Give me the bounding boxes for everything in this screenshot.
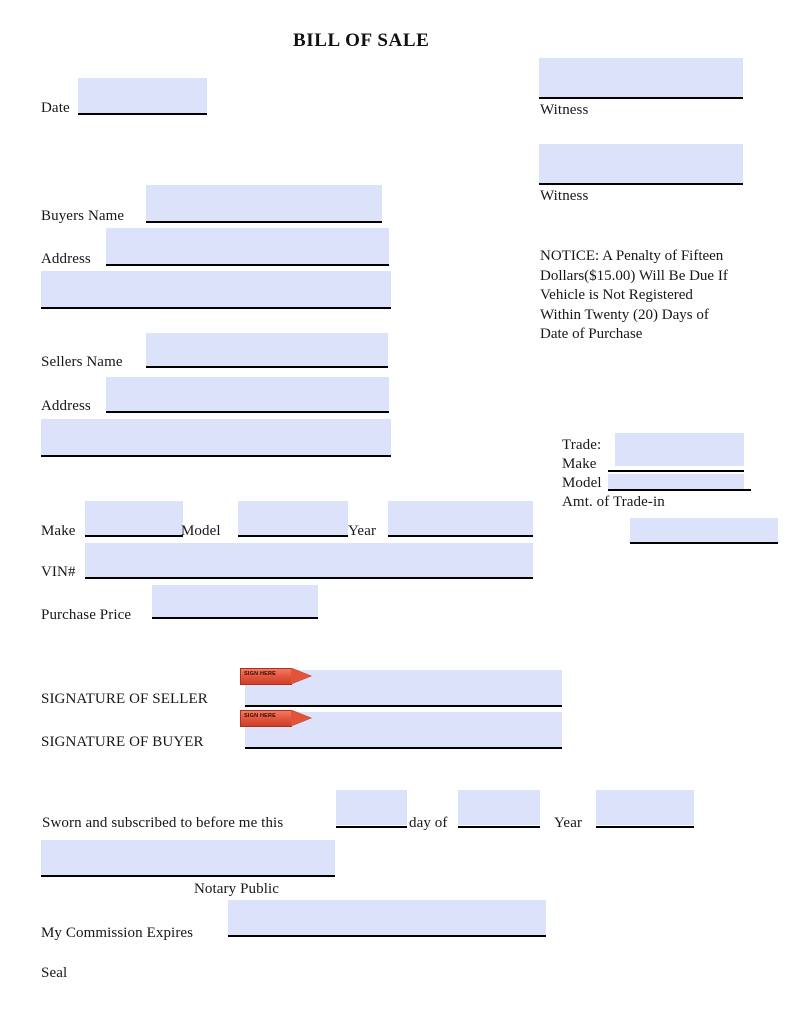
trade-amount-label: Amt. of Trade-in xyxy=(562,494,665,510)
buyer-name-rule xyxy=(146,221,382,223)
witness-two-label: Witness xyxy=(540,188,589,204)
trade-make-input[interactable] xyxy=(615,433,744,466)
vehicle-make-rule xyxy=(85,535,183,537)
seal-label: Seal xyxy=(41,965,68,981)
witness-one-label: Witness xyxy=(540,102,589,118)
trade-label: Trade: xyxy=(562,437,602,453)
notice-line-4: Within Twenty (20) Days of xyxy=(540,306,709,323)
notary-year-rule xyxy=(596,826,694,828)
sign-here-seller-text: SIGN HERE xyxy=(244,671,277,677)
notice-line-1: NOTICE: A Penalty of Fifteen xyxy=(540,248,724,264)
buyer-signature-label: SIGNATURE OF BUYER xyxy=(41,734,204,750)
notary-signature-rule xyxy=(41,875,335,877)
registration-notice xyxy=(540,247,790,345)
buyer-address-line2-input[interactable] xyxy=(41,271,391,307)
buyer-name-input[interactable] xyxy=(146,185,382,221)
seller-address-line2-rule xyxy=(41,455,391,457)
sign-here-buyer-text: SIGN HERE xyxy=(244,713,277,719)
notary-day-input[interactable] xyxy=(336,790,407,825)
notary-day-rule xyxy=(336,826,407,828)
date-input[interactable] xyxy=(78,78,207,114)
notice-line-5: Date of Purchase xyxy=(540,326,643,342)
seller-name-input[interactable] xyxy=(146,333,388,366)
sign-here-seller-icon[interactable] xyxy=(240,668,312,685)
notice-line-3: Vehicle is Not Registered xyxy=(540,287,693,303)
vehicle-model-label: Model xyxy=(181,523,221,539)
notice-line-2: Dollars($15.00) Will Be Due If xyxy=(540,267,728,284)
vin-label: VIN# xyxy=(41,564,76,580)
purchase-price-rule xyxy=(152,617,318,619)
vehicle-year-input[interactable] xyxy=(388,501,533,536)
witness-one-input[interactable] xyxy=(539,58,743,98)
seller-address-line1-rule xyxy=(106,411,389,413)
notary-public-label: Notary Public xyxy=(194,881,280,897)
notary-year-input[interactable] xyxy=(596,790,694,825)
vehicle-model-input[interactable] xyxy=(238,501,348,536)
vin-rule xyxy=(85,577,533,579)
notary-signature-input[interactable] xyxy=(41,840,335,875)
seller-name-rule xyxy=(146,366,388,368)
notary-month-input[interactable] xyxy=(458,790,540,825)
seller-address-label: Address xyxy=(41,398,91,414)
buyer-signature-rule xyxy=(245,747,562,749)
seller-address-line1-input[interactable] xyxy=(106,377,389,412)
notary-year-label: Year xyxy=(554,815,583,831)
witness-one-rule xyxy=(539,97,743,99)
witness-two-rule xyxy=(539,183,743,185)
vehicle-make-label: Make xyxy=(41,523,76,539)
buyer-address-line1-rule xyxy=(106,264,389,266)
commission-expires-label: My Commission Expires xyxy=(41,925,194,941)
trade-amount-rule xyxy=(630,542,778,544)
date-rule xyxy=(78,113,207,115)
seller-name-label: Sellers Name xyxy=(41,354,123,370)
vin-input[interactable] xyxy=(85,543,533,577)
seller-address-line2-input[interactable] xyxy=(41,419,391,455)
trade-amount-input[interactable] xyxy=(630,518,778,543)
notary-month-rule xyxy=(458,826,540,828)
buyer-address-line2-rule xyxy=(41,307,391,309)
vehicle-year-rule xyxy=(388,535,533,537)
commission-expires-input[interactable] xyxy=(228,900,546,935)
buyer-name-label: Buyers Name xyxy=(41,208,125,224)
buyer-address-label: Address xyxy=(41,251,91,267)
trade-make-rule xyxy=(608,470,744,472)
page-title: BILL OF SALE xyxy=(293,30,430,51)
vehicle-year-label: Year xyxy=(348,523,377,539)
trade-model-label: Model xyxy=(562,475,602,491)
sworn-statement-label: Sworn and subscribed to before me this xyxy=(42,815,284,831)
witness-two-input[interactable] xyxy=(539,144,743,184)
seller-signature-rule xyxy=(245,705,562,707)
sign-here-buyer-icon[interactable] xyxy=(240,710,312,727)
trade-model-rule xyxy=(608,489,751,491)
vehicle-make-input[interactable] xyxy=(85,501,183,536)
vehicle-model-rule xyxy=(238,535,348,537)
seller-signature-label: SIGNATURE OF SELLER xyxy=(41,691,208,707)
commission-expires-rule xyxy=(228,935,546,937)
day-of-label: day of xyxy=(409,815,448,831)
purchase-price-label: Purchase Price xyxy=(41,607,132,623)
buyer-address-line1-input[interactable] xyxy=(106,228,389,264)
purchase-price-input[interactable] xyxy=(152,585,318,618)
trade-make-label: Make xyxy=(562,456,597,472)
date-label: Date xyxy=(41,100,70,116)
trade-model-input[interactable] xyxy=(608,474,744,490)
